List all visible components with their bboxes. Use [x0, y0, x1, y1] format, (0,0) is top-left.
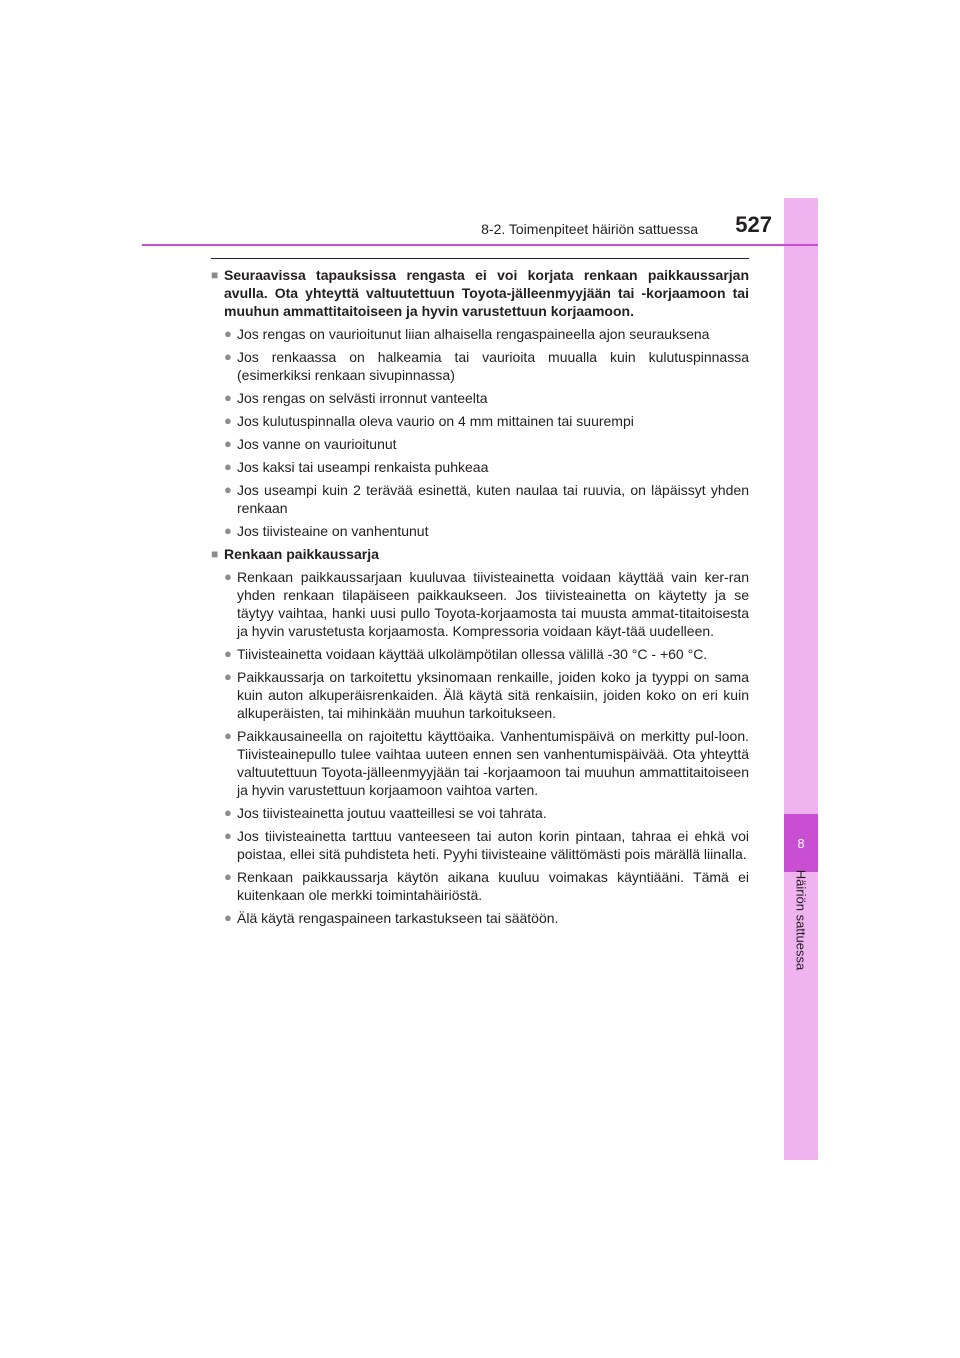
dot-bullet-icon: ●: [224, 669, 232, 684]
list-item: ● Jos tiivisteaine on vanhentunut: [224, 523, 429, 539]
header-section-title: 8-2. Toimenpiteet häiriön sattuessa: [481, 221, 698, 237]
list-item: ● Jos rengas on vaurioitunut liian alhaisella rengaspaineella ajon seurauksena: [224, 326, 710, 342]
section-repair-limits: [211, 266, 749, 540]
dot-bullet-icon: ●: [224, 728, 232, 743]
list-item: ● Jos rengas on selvästi irronnut vanteelta: [224, 390, 488, 406]
bullet-list: [211, 325, 749, 540]
dot-bullet-icon: ●: [224, 523, 232, 538]
dot-bullet-icon: ●: [224, 569, 232, 584]
section-repair-kit: [211, 545, 749, 927]
dot-bullet-icon: ●: [224, 349, 232, 364]
chapter-side-tab: [784, 198, 818, 1160]
dot-bullet-icon: ●: [224, 390, 232, 405]
dot-bullet-icon: ●: [224, 646, 232, 661]
list-item: ● Älä käytä rengaspaineen tarkastukseen tai säätöön.: [224, 910, 559, 926]
list-item: ● Jos vanne on vaurioitunut: [224, 436, 397, 452]
list-item: ● Jos kulutuspinnalla oleva vaurio on 4 mm mittainen tai suurempi: [224, 413, 634, 429]
dot-bullet-icon: ●: [224, 828, 232, 843]
section-heading: ■ Renkaan paikkaussarja: [211, 546, 379, 562]
dot-bullet-icon: ●: [224, 459, 232, 474]
dot-bullet-icon: ●: [224, 910, 232, 925]
content-top-rule: [211, 258, 749, 259]
section-heading: ■ Seuraavissa tapauksissa rengasta ei voi korjata renkaan paikkaussarjan avulla. Ota yhteyttä valtuutettuun Toyota-jälleenmyyjään tai -korjaamoon tai muuhun ammattitaitoiseen ja hyvin varustettuun korjaamoon.: [211, 267, 749, 319]
page-content: [211, 266, 749, 932]
list-item: ● Jos kaksi tai useampi renkaista puhkeaa: [224, 459, 489, 475]
chapter-title: Häiriön sattuessa: [793, 869, 809, 971]
list-item: ● Paikkausaineella on rajoitettu käyttöaika. Vanhentumispäivä on merkitty pul-loon. Tiivisteainepullo tulee vaihtaa uuteen ennen sen vanhentumispäivää. Ota yhteyttä valtuutettuun Toyota-jälleenmyyjään tai -korjaamoon tai muuhun ammattitaitoiseen ja hyvin varustettuun korjaamoon vaihtoa varten.: [224, 728, 749, 798]
list-item: ● Jos renkaassa on halkeamia tai vaurioita muualla kuin kulutuspinnassa (esimerkiksi renkaan sivupinnassa): [224, 349, 749, 383]
chapter-number: 8: [784, 814, 818, 872]
list-item: ● Renkaan paikkaussarja käytön aikana kuuluu voimakas käyntiääni. Tämä ei kuitenkaan ole merkki toimintahäiriöstä.: [224, 869, 749, 903]
dot-bullet-icon: ●: [224, 413, 232, 428]
list-item: ● Jos tiivisteainetta joutuu vaatteillesi se voi tahrata.: [224, 805, 547, 821]
dot-bullet-icon: ●: [224, 326, 232, 341]
bullet-list: [211, 568, 749, 927]
dot-bullet-icon: ●: [224, 805, 232, 820]
dot-bullet-icon: ●: [224, 869, 232, 884]
square-bullet-icon: ■: [211, 547, 219, 561]
list-item: ● Paikkaussarja on tarkoitettu yksinomaan renkaille, joiden koko ja tyyppi on sama kuin auton alkuperäisrenkaiden. Älä käytä sitä renkaisiin, joiden koko on eri kuin alkuperäisten, tai mihinkään muuhun tarkoitukseen.: [224, 669, 749, 721]
list-item: ● Jos tiivisteainetta tarttuu vanteeseen tai auton korin pintaan, tahraa ei ehkä voi poistaa, ellei sitä puhdisteta heti. Pyyhi tiivisteaine välittömästi pois märällä liinalla.: [224, 828, 749, 862]
list-item: ● Renkaan paikkaussarjaan kuuluvaa tiivisteainetta voidaan käyttää vain ker-ran yhden renkaan tilapäiseen paikkaukseen. Jos tiivisteainetta on käytetty ja se täytyy vaihtaa, hanki uusi pullo Toyota-korjaamosta tai muusta ammat-titaitoisesta ja hyvin varustetusta korjaamosta. Kompressoria voidaan käyt-tää uudelleen.: [224, 569, 749, 639]
list-item: ● Tiivisteainetta voidaan käyttää ulkolämpötilan ollessa välillä -30 °C - +60 °C.: [224, 646, 708, 662]
page-number: 527: [735, 212, 772, 237]
list-item: ● Jos useampi kuin 2 terävää esinettä, kuten naulaa tai ruuvia, on läpäissyt yhden renkaan: [224, 482, 749, 516]
square-bullet-icon: ■: [211, 268, 219, 282]
dot-bullet-icon: ●: [224, 482, 232, 497]
header-divider: [142, 244, 818, 246]
dot-bullet-icon: ●: [224, 436, 232, 451]
